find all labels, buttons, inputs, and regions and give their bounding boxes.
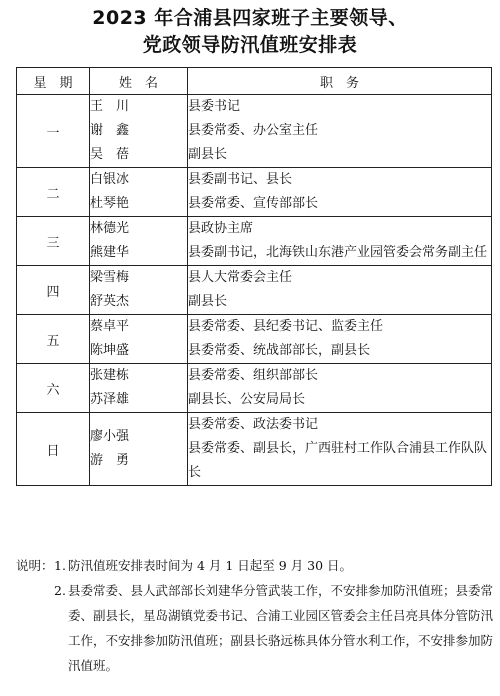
person-duty: 县委书记: [188, 99, 241, 114]
names-cell: [90, 266, 188, 315]
person-name: 白银冰: [90, 172, 130, 187]
person-duty: 副县长、公安局局长: [188, 392, 306, 407]
names-cell: [90, 315, 188, 364]
person-name: 陈坤盛: [90, 343, 130, 358]
person-duty: 副县长: [188, 147, 228, 162]
names-cell: [90, 168, 188, 217]
person-name: 吴 蓓: [90, 147, 130, 162]
note-1: [16, 553, 494, 578]
person-name: 杜琴艳: [90, 196, 130, 211]
person-duty: 县政协主席: [188, 221, 254, 236]
person-name: 王 川: [90, 99, 130, 114]
person-name: 苏泽雄: [90, 392, 130, 407]
notes-section: [16, 553, 494, 678]
table-row: [17, 217, 492, 266]
names-cell: [90, 364, 188, 413]
duties-cell: [188, 266, 492, 315]
duties-cell: [188, 315, 492, 364]
person-name: 林德光: [90, 221, 130, 236]
table-row: [17, 266, 492, 315]
person-duty: 县委常委、宣传部部长: [188, 196, 319, 211]
note-1-number: 1.: [54, 558, 66, 573]
day-cell: 五: [17, 315, 90, 364]
table-row: [17, 168, 492, 217]
person-duty: 县委常委、县纪委书记、监委主任: [188, 319, 384, 334]
day-cell: 六: [17, 364, 90, 413]
header-duty: 职 务: [188, 68, 492, 95]
person-name: 舒英杰: [90, 294, 130, 309]
duties-cell: [188, 217, 492, 266]
header-day: 星 期: [17, 68, 90, 95]
day-cell: 二: [17, 168, 90, 217]
page-title-line-2: 党政领导防汛值班安排表: [142, 34, 358, 56]
person-duty: 县委常委、统战部部长，副县长: [188, 343, 371, 358]
day-cell: 一: [17, 95, 90, 168]
page-title-line-1: 2023 年合浦县四家班子主要领导、: [92, 7, 408, 29]
duties-cell: [188, 95, 492, 168]
person-name: 游 勇: [90, 453, 130, 468]
note-2-text: 县委常委、县人武部部长刘建华分管武装工作，不安排参加防汛值班；县委常委、副县长，星岛湖镇党委书记、合浦工业园区管委会主任吕亮具体分管防汛工作，不安排参加防汛值班；副县长骆远栋具体分管水利工作，不安排参加防汛值班。: [68, 583, 494, 673]
table-header-row: [17, 68, 492, 95]
person-duty: 县人大常委会主任: [188, 270, 293, 285]
person-duty: 县委常委、办公室主任: [188, 123, 319, 138]
person-duty: 县委副书记、县长: [188, 172, 293, 187]
names-cell: [90, 413, 188, 486]
day-cell: 三: [17, 217, 90, 266]
table-row: [17, 95, 492, 168]
person-name: 廖小强: [90, 429, 130, 444]
table-row: [17, 364, 492, 413]
person-duty: 县委副书记，北海铁山东港产业园管委会常务副主任: [188, 245, 488, 260]
person-duty: 县委常委、政法委书记: [188, 417, 319, 432]
note-2-number: 2.: [54, 583, 66, 598]
person-name: 蔡卓平: [90, 319, 130, 334]
person-duty: 县委常委、副县长，广西驻村工作队合浦县工作队队长: [188, 441, 488, 480]
names-cell: [90, 217, 188, 266]
duties-cell: [188, 168, 492, 217]
duty-schedule-table: [16, 67, 492, 486]
table-row: [17, 413, 492, 486]
names-cell: [90, 95, 188, 168]
header-name: 姓 名: [90, 68, 188, 95]
person-duty: 县委常委、组织部部长: [188, 368, 319, 383]
person-name: 熊建华: [90, 245, 130, 260]
person-name: 梁雪梅: [90, 270, 130, 285]
table-row: [17, 315, 492, 364]
day-cell: 日: [17, 413, 90, 486]
note-1-text: 防汛值班安排表时间为 4 月 1 日起至 9 月 30 日。: [68, 558, 353, 573]
duties-cell: [188, 413, 492, 486]
day-cell: 四: [17, 266, 90, 315]
person-name: 张建栋: [90, 368, 130, 383]
duties-cell: [188, 364, 492, 413]
person-duty: 副县长: [188, 294, 228, 309]
notes-label: 说明：: [16, 558, 54, 573]
note-2: [54, 578, 494, 678]
person-name: 谢 鑫: [90, 123, 130, 138]
